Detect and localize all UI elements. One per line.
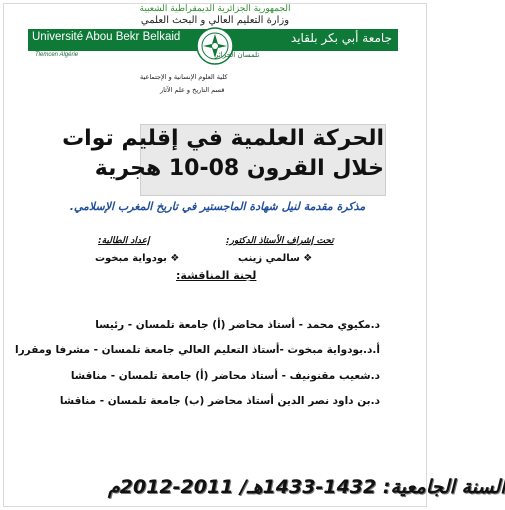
ministry-header: وزارة التعليم العالي و البحث العلمي [140, 15, 290, 26]
student-name: ❖ سالمي زينب [238, 253, 313, 264]
supervision-label: تحت إشراف الأستاذ الدكتور: [226, 236, 334, 246]
committee-member: د.مكيوي محمد - أستاذ محاضر (أ) جامعة تلمسان - رئيسا [95, 319, 380, 331]
committee-member: د.بن داود نصر الدين أستاذ محاضر (ب) جامعة تلمسان - مناقشا [59, 395, 380, 407]
thesis-title-line1: الحركة العلمية في إقليم توات [62, 126, 384, 151]
university-name-ar: جامعة أبي بكر بلقايد [290, 31, 392, 45]
thesis-subtitle: مذكرة مقدمة لنيل شهادة الماجستير في تاريخ المغرب الإسلامي. [69, 200, 366, 213]
republic-header: الجمهورية الجزائرية الديمقراطية الشعبية [139, 4, 291, 14]
department-name: قسم التاريخ و علم الآثار [160, 86, 225, 94]
faculty-name: كلية العلوم الإنسانية و الإجتماعية [140, 73, 228, 81]
thesis-title-line2: خلال القرون 08-10 هجرية [94, 156, 384, 181]
committee-member: د.شعيب مقنونيف - أستاذ محاضر (أ) جامعة تلمسان - مناقشا [70, 370, 380, 382]
city-label-fr: Tlemcen Algérie [35, 52, 79, 58]
academic-year: السنة الجامعية: 1432-1433هـ/ 2011-2012م [108, 476, 505, 498]
city-label-ar: تلمسان الجزائر [215, 51, 260, 59]
student-label: إعداد الطالبة: [98, 236, 150, 246]
committee-heading: لجنة المناقشة: [176, 269, 257, 282]
university-name-fr: Université Abou Bekr Belkaid [32, 31, 181, 43]
supervisor-name: ❖ بودواية مبخوت [95, 253, 180, 264]
university-logo-icon [196, 27, 234, 65]
committee-member: أ.د.بودواية مبخوت -أستاذ التعليم العالي جامعة تلمسان - مشرفا ومقررا [15, 344, 380, 356]
